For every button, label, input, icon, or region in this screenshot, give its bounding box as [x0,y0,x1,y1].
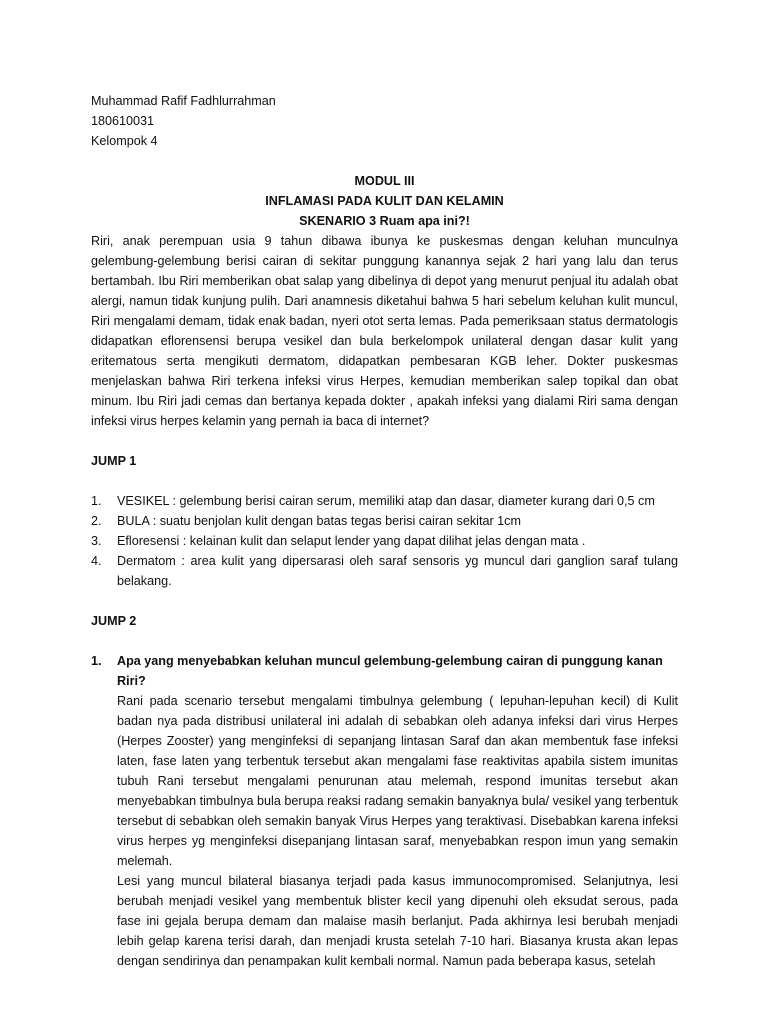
answer-paragraph-2: Lesi yang muncul bilateral biasanya terjadi pada kasus immunocompromised. Selanjutnya, lesi berubah menjadi vesikel yang membentuk blister kecil yang dipenuhi oleh eksudat serous, pada fase ini gejala berupa demam dan malaise masih berlanjut. Pada akhirnya lesi berubah menjadi lebih gelap karena terisi darah, dan menjadi krusta setelah 7-10 hari. Biasanya krusta akan lepas dengan sendirinya dan penampakan kulit kembali normal. Namun pada beberapa kasus, setelah [117,874,678,968]
author-id: 180610031 [91,114,155,128]
jump2-heading: JUMP 2 [91,614,137,628]
list-number: 4. [91,554,102,568]
jump1-list [91,491,678,591]
document-page [91,91,678,971]
list-text: Dermatom : area kulit yang dipersarasi oleh saraf sensoris yg muncul dari ganglion saraf tulang belakang. [117,554,678,588]
author-name: Muhammad Rafif Fadhlurrahman [91,94,276,108]
scenario-title: SKENARIO 3 Ruam apa ini?! [299,214,470,228]
list-number: 1. [91,494,102,508]
list-item [91,531,678,551]
question-text: Apa yang menyebabkan keluhan muncul gelembung-gelembung cairan di punggung kanan Riri? [117,654,663,688]
question-number: 1. [91,654,102,668]
jump1-heading: JUMP 1 [91,454,137,468]
list-number: 2. [91,514,102,528]
module-title: MODUL III [354,174,415,188]
scenario-paragraph: Riri, anak perempuan usia 9 tahun dibawa ibunya ke puskesmas dengan keluhan munculnya gelembung-gelembung berisi cairan di sekitar punggung kanannya sejak 2 hari yang lalu dan terus bertambah. Ibu Riri memberikan obat salap yang dibelinya di depot yang menurut penjual itu adalah obat alergi, namun tidak kunjung pulih. Dari anamnesis diketahui bahwa 5 hari sebelum keluhan kulit muncul, Riri mengalami demam, tidak enak badan, nyeri otot serta lemas. Pada pemeriksaan status dermatologis didapatkan eflorensensi berupa vesikel dan bula berkelompok unilateral dengan dasar kulit yang eritematous serta mengikuti dermatom, didapatkan pembesaran KGB leher. Dokter puskesmas menjelaskan bahwa Riri terkena infeksi virus Herpes, kemudian memberikan salep topikal dan obat minum. Ibu Riri jadi cemas dan bertanya kepada dokter , apakah infeksi yang dialami Riri sama dengan infeksi virus herpes kelamin yang pernah ia baca di internet? [91,234,678,428]
list-item [91,491,678,511]
answer-paragraph-1: Rani pada scenario tersebut mengalami timbulnya gelembung ( lepuhan-lepuhan kecil) di Kulit badan nya pada distribusi unilateral ini adalah di sebabkan oleh adanya infeksi dari virus Herpes (Herpes Zooster) yang menginfeksi di sepanjang lintasan Saraf dan akan membentuk fase infeksi laten, fase laten yang terbentuk tersebut akan mengalami fase reaktivitas apabila sistem imunitas tubuh Rani tersebut mengalami penurunan atau melemah, respond imunitas tersebut akan menyebabkan timbulnya bula berupa reaksi radang semakin banyaknya bula/ vesikel yang terbentuk tersebut di sebabkan oleh semakin banyak Virus Herpes yang teraktivasi. Disebabkan karena infeksi virus herpes yg menginfeksi disepanjang lintasan saraf, menyebabkan respon imun yang semakin melemah. [117,694,678,868]
list-item [91,551,678,591]
list-number: 3. [91,534,102,548]
topic-title: INFLAMASI PADA KULIT DAN KELAMIN [265,194,504,208]
list-text: VESIKEL : gelembung berisi cairan serum, memiliki atap dan dasar, diameter kurang dari 0,5 cm [117,494,655,508]
list-text: Efloresensi : kelainan kulit dan selaput lender yang dapat dilihat jelas dengan mata . [117,534,586,548]
author-group: Kelompok 4 [91,134,158,148]
list-text: BULA : suatu benjolan kulit dengan batas tegas berisi cairan sekitar 1cm [117,514,521,528]
list-item [91,511,678,531]
question-1 [91,651,678,691]
